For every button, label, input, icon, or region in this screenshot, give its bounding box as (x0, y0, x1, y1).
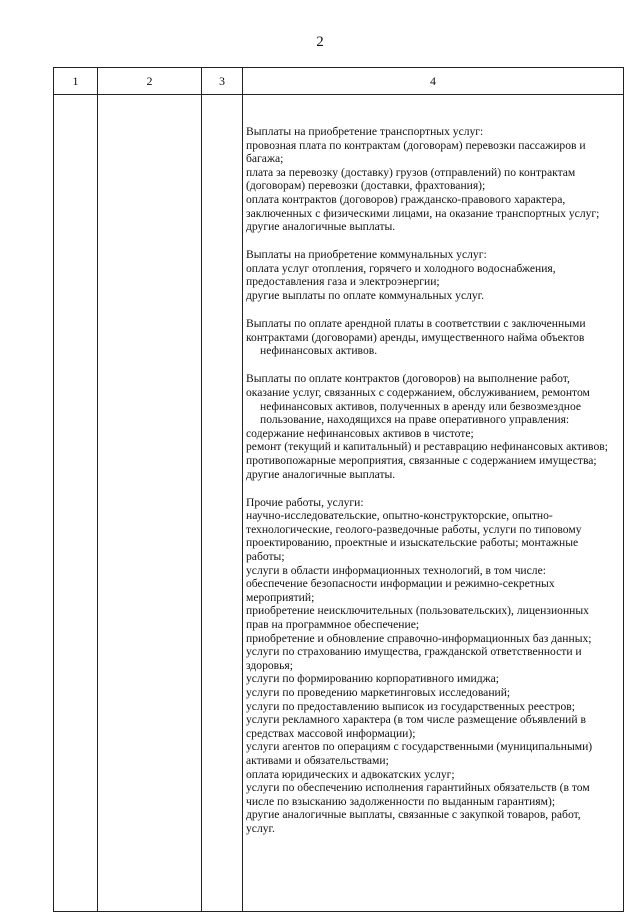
text-line: противопожарные мероприятия, связанные с содержанием имущества; (246, 453, 597, 467)
text-line: провозная плата по контрактам (договорам) перевозки пассажиров и (246, 138, 586, 152)
paragraph-block (246, 496, 619, 836)
text-line: приобретение и обновление справочно-информационных баз данных; (246, 631, 592, 645)
text-line: пользование, находящихся на праве оперативного управления: (260, 413, 570, 427)
paragraph-block (246, 248, 619, 302)
text-line: обеспечение безопасности информации и режимно-секретных (246, 577, 555, 591)
text-line: услуг. (246, 821, 275, 835)
text-line: заключенных с физическими лицами, на оказание транспортных услуг; (246, 206, 600, 220)
text-line: оплата услуг отопления, горячего и холодного водоснабжения, (246, 261, 556, 275)
cell-col-2 (98, 95, 202, 912)
text-line: нефинансовых активов, полученных в аренду или безвозмездное (260, 399, 582, 413)
text-line: (договорам) перевозки (доставки, фрахтования); (246, 179, 486, 193)
text-line: другие аналогичные выплаты, связанные с закупкой товаров, работ, (246, 808, 581, 822)
table-row (54, 95, 624, 912)
text-line: услуги рекламного характера (в том числе размещение объявлений в (246, 713, 586, 727)
text-line: плата за перевозку (доставку) грузов (отправлений) по контрактам (246, 165, 576, 179)
page-number: 2 (316, 34, 324, 50)
paragraph-block (246, 125, 619, 234)
text-line: другие выплаты по оплате коммунальных услуг. (246, 289, 485, 303)
text-line: Выплаты на приобретение коммунальных услуг: (246, 248, 487, 262)
text-line: приобретение неисключительных (пользовательских), лицензионных (246, 604, 589, 618)
text-line: содержание нефинансовых активов в чистоте; (246, 426, 474, 440)
text-line: другие аналогичные выплаты. (246, 220, 396, 234)
text-line: числе по взысканию задолженности по выданным гарантиям); (246, 794, 556, 808)
text-line: здоровья; (246, 658, 293, 672)
text-line: научно-исследовательские, опытно-конструкторские, опытно- (246, 509, 553, 523)
text-line: Выплаты по оплате арендной платы в соответствии с заключенными (246, 317, 586, 331)
text-line: средствах массовой информации); (246, 726, 416, 740)
text-line: услуги по обеспечению исполнения гарантийных обязательств (в том (246, 781, 590, 795)
text-line: услуги по предоставлению выписок из государственных реестров; (246, 699, 575, 713)
text-line: оплата контрактов (договоров) гражданско-правового характера, (246, 192, 566, 206)
text-line: ремонт (текущий и капитальный) и реставрацию нефинансовых активов; (246, 440, 608, 454)
text-line: услуги по проведению маркетинговых исследований; (246, 685, 511, 699)
paragraph-block (246, 317, 619, 358)
text-line: мероприятий; (246, 590, 315, 604)
header-row (54, 68, 624, 95)
text-line: оплата юридических и адвокатских услуг; (246, 767, 455, 781)
text-line: проектированию, проектные и изыскательские работы; монтажные (246, 536, 579, 550)
cell-col-1 (54, 95, 98, 912)
text-line: багажа; (246, 152, 284, 166)
text-line: услуги по формированию корпоративного имиджа; (246, 672, 499, 686)
header-col-3: 3 (202, 68, 243, 95)
description-content (243, 95, 623, 836)
text-line: услуги агентов по операциям с государственными (муниципальными) (246, 740, 593, 754)
header-col-1: 1 (54, 68, 98, 95)
header-col-2: 2 (98, 68, 202, 95)
text-line: Выплаты по оплате контрактов (договоров) на выполнение работ, (246, 372, 570, 386)
header-col-4: 4 (243, 68, 624, 95)
text-line: услуги по страхованию имущества, гражданской ответственности и (246, 645, 582, 659)
text-line: другие аналогичные выплаты. (246, 467, 396, 481)
cell-col-3 (202, 95, 243, 912)
text-line: прав на программное обеспечение; (246, 618, 420, 631)
text-line: активами и обязательствами; (246, 753, 389, 767)
text-line: нефинансовых активов. (260, 344, 378, 358)
text-line: Выплаты на приобретение транспортных услуг: (246, 125, 484, 138)
paragraph-block (246, 372, 619, 481)
document-table (53, 67, 624, 912)
text-line: контрактами (договорами) аренды, имущественного найма объектов (246, 330, 585, 344)
text-line: Прочие работы, услуги: (246, 495, 364, 509)
text-line: услуги в области информационных технологий, в том числе: (246, 563, 546, 577)
text-line: оказание услуг, связанных с содержанием, обслуживанием, ремонтом (246, 386, 590, 399)
text-line: технологические, геолого-разведочные работы, услуги по типовому (246, 522, 582, 536)
text-line: работы; (246, 550, 285, 564)
text-line: предоставления газа и электроэнергии; (246, 275, 440, 289)
cell-col-4 (243, 95, 624, 912)
